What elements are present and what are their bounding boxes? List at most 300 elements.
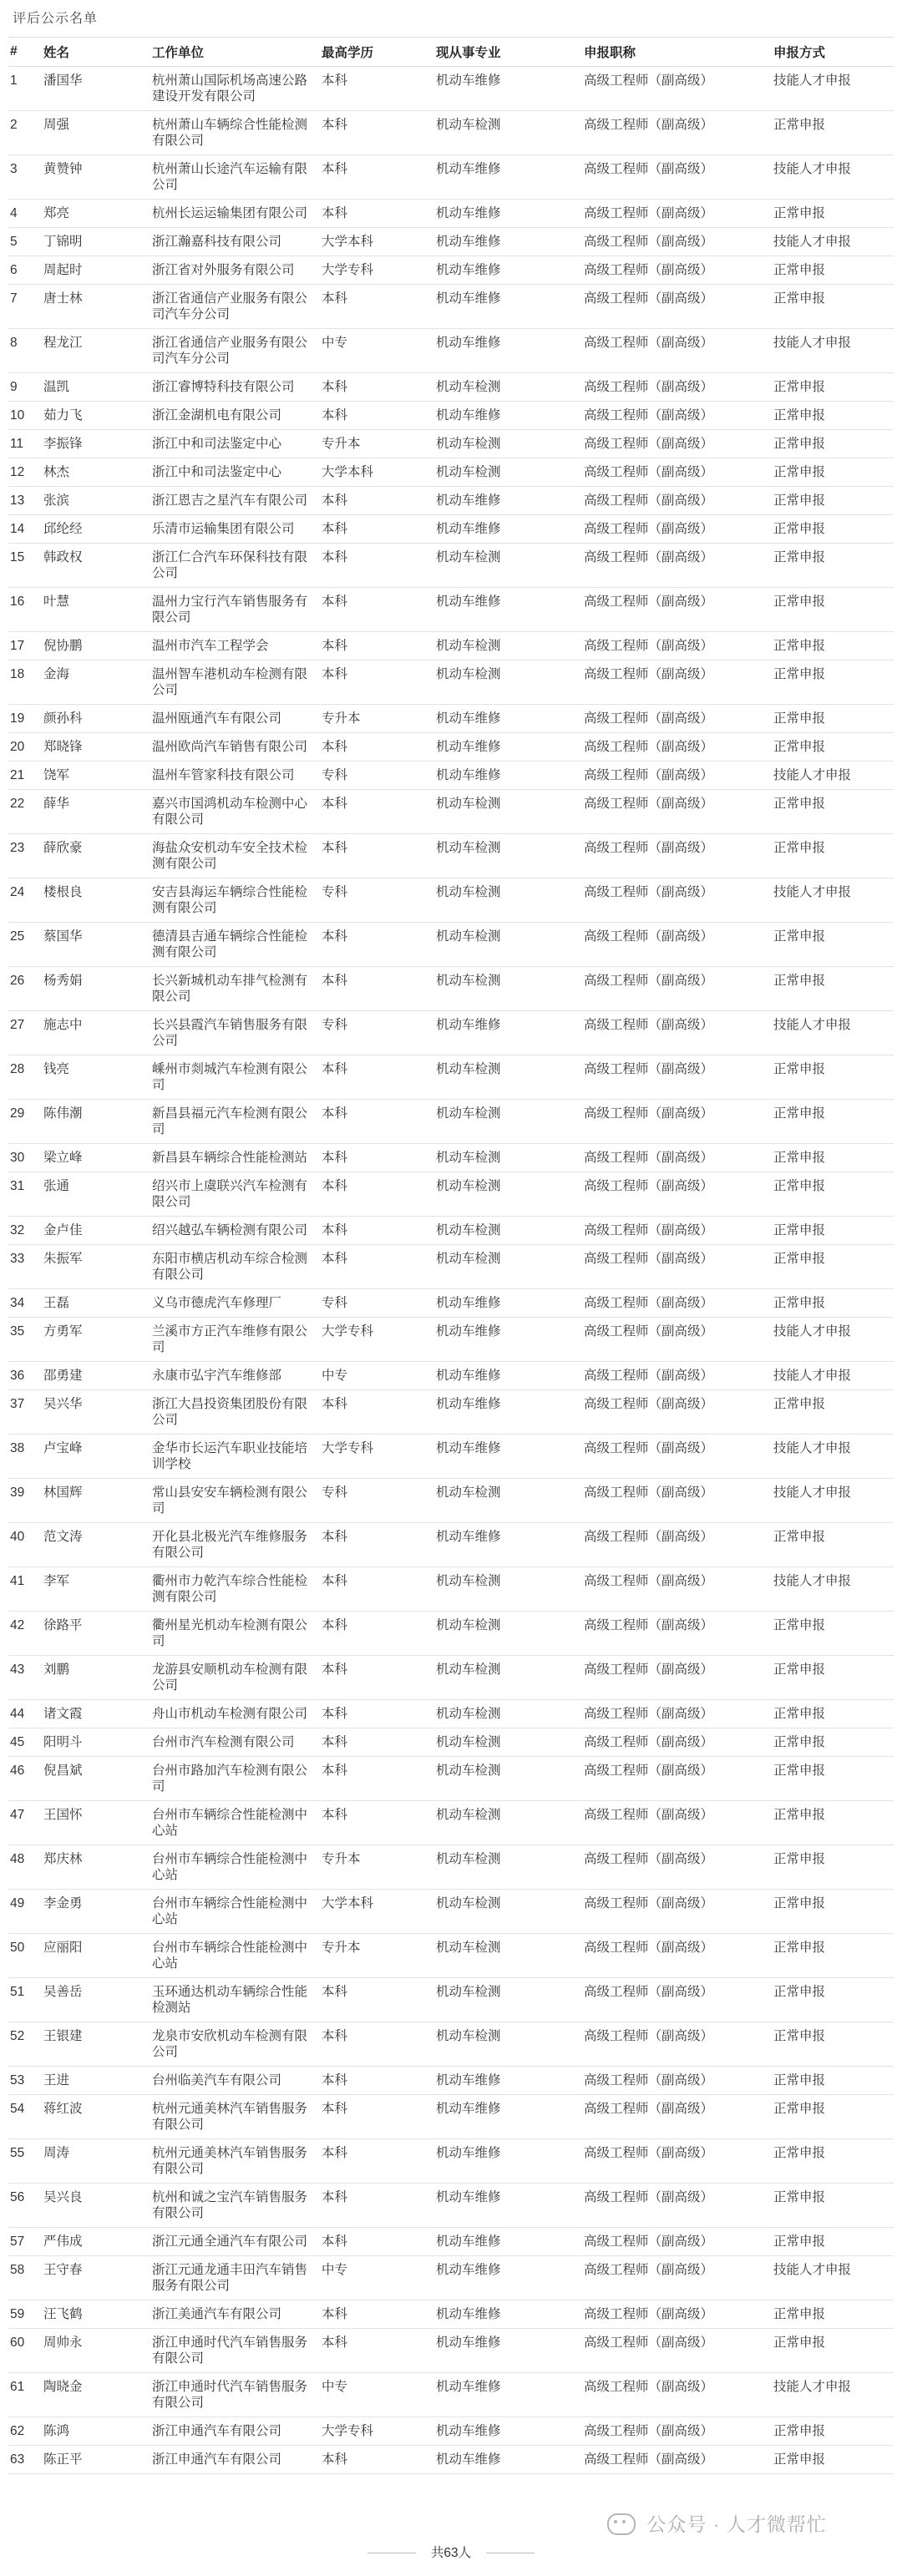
cell-index: 30: [8, 1144, 42, 1172]
cell-title: 高级工程师（副高级）: [582, 1435, 772, 1479]
cell-employer: 温州欧尚汽车销售有限公司: [150, 733, 320, 762]
total-count: 共63人: [430, 2546, 472, 2560]
cell-major: 机动车检测: [434, 834, 582, 878]
cell-index: 24: [8, 878, 42, 923]
cell-method: 正常申报: [772, 430, 894, 458]
table-row: [8, 1362, 894, 1390]
cell-method: 正常申报: [772, 2417, 894, 2446]
cell-major: 机动车维修: [434, 487, 582, 515]
cell-name: 周起时: [42, 256, 150, 285]
cell-method: 正常申报: [772, 373, 894, 402]
cell-index: 16: [8, 588, 42, 632]
cell-title: 高级工程师（副高级）: [582, 1172, 772, 1217]
table-row: [8, 632, 894, 660]
cell-employer: 玉环通达机动车辆综合性能检测站: [150, 1978, 320, 2022]
cell-method: 正常申报: [772, 544, 894, 588]
cell-method: 正常申报: [772, 1978, 894, 2022]
cell-title: 高级工程师（副高级）: [582, 1934, 772, 1978]
cell-major: 机动车维修: [434, 2067, 582, 2095]
cell-employer: 浙江申通汽车有限公司: [150, 2417, 320, 2446]
cell-name: 卢宝峰: [42, 1435, 150, 1479]
cell-employer: 长兴县霞汽车销售服务有限公司: [150, 1011, 320, 1055]
cell-employer: 衢州星光机动车检测有限公司: [150, 1612, 320, 1656]
cell-name: 茹力飞: [42, 402, 150, 430]
cell-education: 本科: [320, 1523, 434, 1567]
cell-index: 34: [8, 1289, 42, 1318]
cell-employer: 杭州萧山长途汽车运输有限公司: [150, 155, 320, 200]
cell-index: 3: [8, 155, 42, 200]
cell-major: 机动车检测: [434, 544, 582, 588]
cell-index: 48: [8, 1845, 42, 1890]
table-row: [8, 967, 894, 1011]
table-row: [8, 67, 894, 111]
cell-name: 王磊: [42, 1289, 150, 1318]
cell-method: 正常申报: [772, 1245, 894, 1289]
cell-index: 63: [8, 2446, 42, 2474]
table-row: [8, 402, 894, 430]
cell-name: 颜孙科: [42, 705, 150, 733]
cell-title: 高级工程师（副高级）: [582, 2256, 772, 2300]
cell-name: 邵勇建: [42, 1362, 150, 1390]
cell-education: 本科: [320, 373, 434, 402]
cell-employer: 浙江恩吉之星汽车有限公司: [150, 487, 320, 515]
cell-name: 温凯: [42, 373, 150, 402]
table-row: [8, 1890, 894, 1934]
cell-employer: 台州市车辆综合性能检测中心站: [150, 1890, 320, 1934]
cell-index: 8: [8, 329, 42, 373]
cell-education: 本科: [320, 1055, 434, 1100]
header-employer: 工作单位: [150, 38, 320, 67]
cell-method: 正常申报: [772, 1934, 894, 1978]
cell-method: 正常申报: [772, 733, 894, 762]
cell-education: 大学专科: [320, 1435, 434, 1479]
cell-method: 正常申报: [772, 834, 894, 878]
cell-employer: 杭州长运运输集团有限公司: [150, 200, 320, 228]
cell-major: 机动车维修: [434, 515, 582, 544]
table-row: [8, 1289, 894, 1318]
cell-index: 12: [8, 458, 42, 487]
cell-name: 薛欣豪: [42, 834, 150, 878]
cell-education: 中专: [320, 2373, 434, 2417]
cell-name: 钱亮: [42, 1055, 150, 1100]
table-row: [8, 2256, 894, 2300]
cell-employer: 温州瓯通汽车有限公司: [150, 705, 320, 733]
cell-employer: 新昌县车辆综合性能检测站: [150, 1144, 320, 1172]
cell-education: 本科: [320, 588, 434, 632]
table-row: [8, 2139, 894, 2184]
cell-education: 本科: [320, 1612, 434, 1656]
cell-major: 机动车检测: [434, 1700, 582, 1728]
cell-index: 60: [8, 2329, 42, 2373]
cell-employer: 杭州萧山车辆综合性能检测有限公司: [150, 111, 320, 155]
cell-title: 高级工程师（副高级）: [582, 1245, 772, 1289]
cell-method: 技能人才申报: [772, 878, 894, 923]
cell-education: 本科: [320, 1390, 434, 1435]
cell-index: 10: [8, 402, 42, 430]
table-row: [8, 2329, 894, 2373]
cell-name: 唐士林: [42, 285, 150, 329]
cell-employer: 浙江省通信产业服务有限公司汽车分公司: [150, 285, 320, 329]
cell-index: 9: [8, 373, 42, 402]
cell-education: 本科: [320, 515, 434, 544]
table-row: [8, 1978, 894, 2022]
cell-employer: 浙江美通汽车有限公司: [150, 2300, 320, 2329]
cell-major: 机动车维修: [434, 588, 582, 632]
cell-method: 正常申报: [772, 2228, 894, 2256]
cell-employer: 浙江省通信产业服务有限公司汽车分公司: [150, 329, 320, 373]
table-row: [8, 588, 894, 632]
cell-title: 高级工程师（副高级）: [582, 2329, 772, 2373]
table-row: [8, 1435, 894, 1479]
table-row: [8, 1934, 894, 1978]
cell-index: 41: [8, 1567, 42, 1612]
cell-method: 正常申报: [772, 632, 894, 660]
cell-method: 正常申报: [772, 111, 894, 155]
cell-education: 专升本: [320, 705, 434, 733]
cell-method: 正常申报: [772, 790, 894, 834]
cell-method: 技能人才申报: [772, 2256, 894, 2300]
table-row: [8, 1757, 894, 1801]
cell-employer: 新昌县福元汽车检测有限公司: [150, 1100, 320, 1144]
cell-education: 本科: [320, 1700, 434, 1728]
cell-index: 38: [8, 1435, 42, 1479]
cell-education: 中专: [320, 329, 434, 373]
cell-education: 大学专科: [320, 2417, 434, 2446]
cell-education: 本科: [320, 2300, 434, 2329]
cell-name: 倪协鹏: [42, 632, 150, 660]
cell-education: 本科: [320, 1656, 434, 1700]
table-row: [8, 329, 894, 373]
table-row: [8, 2417, 894, 2446]
cell-name: 叶慧: [42, 588, 150, 632]
cell-method: 正常申报: [772, 285, 894, 329]
cell-method: 正常申报: [772, 923, 894, 967]
cell-title: 高级工程师（副高级）: [582, 2139, 772, 2184]
cell-major: 机动车检测: [434, 1612, 582, 1656]
cell-method: 正常申报: [772, 2139, 894, 2184]
cell-name: 李金勇: [42, 1890, 150, 1934]
cell-education: 本科: [320, 2329, 434, 2373]
cell-index: 53: [8, 2067, 42, 2095]
cell-method: 正常申报: [772, 1757, 894, 1801]
cell-major: 机动车检测: [434, 1144, 582, 1172]
cell-title: 高级工程师（副高级）: [582, 1100, 772, 1144]
cell-title: 高级工程师（副高级）: [582, 733, 772, 762]
cell-index: 31: [8, 1172, 42, 1217]
cell-index: 2: [8, 111, 42, 155]
cell-title: 高级工程师（副高级）: [582, 2417, 772, 2446]
table-row: [8, 1801, 894, 1845]
cell-employer: 金华市长运汽车职业技能培训学校: [150, 1435, 320, 1479]
cell-title: 高级工程师（副高级）: [582, 632, 772, 660]
wechat-icon: [607, 2513, 636, 2535]
page-title: 评后公示名单: [13, 12, 99, 26]
cell-name: 丁锦明: [42, 228, 150, 256]
cell-employer: 浙江申通汽车有限公司: [150, 2446, 320, 2474]
cell-name: 严伟成: [42, 2228, 150, 2256]
cell-name: 诸文霞: [42, 1700, 150, 1728]
cell-name: 黄赞钟: [42, 155, 150, 200]
cell-major: 机动车维修: [434, 1362, 582, 1390]
cell-title: 高级工程师（副高级）: [582, 762, 772, 790]
table-row: [8, 1172, 894, 1217]
cell-employer: 海盐众安机动车安全技术检测有限公司: [150, 834, 320, 878]
cell-method: 正常申报: [772, 1144, 894, 1172]
cell-employer: 乐清市运输集团有限公司: [150, 515, 320, 544]
cell-name: 郑晓锋: [42, 733, 150, 762]
cell-major: 机动车检测: [434, 632, 582, 660]
cell-employer: 浙江瀚嘉科技有限公司: [150, 228, 320, 256]
cell-education: 本科: [320, 2184, 434, 2228]
cell-name: 杨秀娟: [42, 967, 150, 1011]
table-row: [8, 1100, 894, 1144]
cell-employer: 衢州市力乾汽车综合性能检测有限公司: [150, 1567, 320, 1612]
cell-method: 正常申报: [772, 1801, 894, 1845]
cell-employer: 东阳市横店机动车综合检测有限公司: [150, 1245, 320, 1289]
cell-major: 机动车检测: [434, 878, 582, 923]
cell-name: 倪昌斌: [42, 1757, 150, 1801]
header-major: 现从事专业: [434, 38, 582, 67]
cell-title: 高级工程师（副高级）: [582, 1978, 772, 2022]
cell-name: 刘鹏: [42, 1656, 150, 1700]
cell-name: 林杰: [42, 458, 150, 487]
cell-name: 范文涛: [42, 1523, 150, 1567]
table-row: [8, 1479, 894, 1523]
cell-employer: 浙江省对外服务有限公司: [150, 256, 320, 285]
cell-index: 5: [8, 228, 42, 256]
table-row: [8, 2095, 894, 2139]
cell-employer: 绍兴市上虞联兴汽车检测有限公司: [150, 1172, 320, 1217]
cell-method: 正常申报: [772, 967, 894, 1011]
cell-name: 王进: [42, 2067, 150, 2095]
cell-employer: 台州临美汽车有限公司: [150, 2067, 320, 2095]
cell-index: 54: [8, 2095, 42, 2139]
cell-major: 机动车维修: [434, 1289, 582, 1318]
cell-title: 高级工程师（副高级）: [582, 660, 772, 705]
cell-method: 正常申报: [772, 1728, 894, 1757]
cell-major: 机动车检测: [434, 458, 582, 487]
cell-education: 本科: [320, 402, 434, 430]
cell-method: 正常申报: [772, 1656, 894, 1700]
cell-name: 金卢佳: [42, 1217, 150, 1245]
table-row: [8, 228, 894, 256]
cell-name: 周帅永: [42, 2329, 150, 2373]
cell-index: 59: [8, 2300, 42, 2329]
cell-title: 高级工程师（副高级）: [582, 2373, 772, 2417]
cell-education: 本科: [320, 1728, 434, 1757]
cell-name: 蒋红波: [42, 2095, 150, 2139]
watermark: [607, 2509, 827, 2537]
cell-title: 高级工程师（副高级）: [582, 2095, 772, 2139]
cell-name: 徐路平: [42, 1612, 150, 1656]
cell-name: 施志中: [42, 1011, 150, 1055]
cell-name: 陈鸿: [42, 2417, 150, 2446]
cell-employer: 浙江元通全通汽车有限公司: [150, 2228, 320, 2256]
cell-method: 正常申报: [772, 660, 894, 705]
cell-index: 36: [8, 1362, 42, 1390]
cell-index: 13: [8, 487, 42, 515]
cell-major: 机动车检测: [434, 1757, 582, 1801]
cell-method: 正常申报: [772, 705, 894, 733]
cell-title: 高级工程师（副高级）: [582, 2184, 772, 2228]
cell-title: 高级工程师（副高级）: [582, 155, 772, 200]
cell-index: 46: [8, 1757, 42, 1801]
cell-education: 本科: [320, 111, 434, 155]
cell-major: 机动车检测: [434, 430, 582, 458]
cell-method: 正常申报: [772, 1612, 894, 1656]
cell-method: 正常申报: [772, 1845, 894, 1890]
cell-education: 本科: [320, 1978, 434, 2022]
cell-employer: 长兴新城机动车排气检测有限公司: [150, 967, 320, 1011]
header-education: 最高学历: [320, 38, 434, 67]
cell-employer: 温州车管家科技有限公司: [150, 762, 320, 790]
cell-index: 28: [8, 1055, 42, 1100]
cell-title: 高级工程师（副高级）: [582, 790, 772, 834]
cell-method: 技能人才申报: [772, 1362, 894, 1390]
cell-employer: 台州市车辆综合性能检测中心站: [150, 1934, 320, 1978]
cell-method: 正常申报: [772, 2446, 894, 2474]
cell-index: 18: [8, 660, 42, 705]
cell-major: 机动车维修: [434, 2095, 582, 2139]
table-row: [8, 1245, 894, 1289]
table-row: [8, 111, 894, 155]
cell-index: 51: [8, 1978, 42, 2022]
cell-index: 11: [8, 430, 42, 458]
cell-major: 机动车检测: [434, 1978, 582, 2022]
cell-method: 正常申报: [772, 1100, 894, 1144]
cell-education: 本科: [320, 632, 434, 660]
cell-name: 张滨: [42, 487, 150, 515]
cell-name: 陈正平: [42, 2446, 150, 2474]
cell-name: 方勇军: [42, 1318, 150, 1362]
cell-index: 62: [8, 2417, 42, 2446]
cell-title: 高级工程师（副高级）: [582, 705, 772, 733]
cell-employer: 兰溪市方正汽车维修有限公司: [150, 1318, 320, 1362]
cell-major: 机动车维修: [434, 2228, 582, 2256]
cell-education: 本科: [320, 967, 434, 1011]
cell-name: 潘国华: [42, 67, 150, 111]
table-row: [8, 155, 894, 200]
table-row: [8, 2373, 894, 2417]
cell-major: 机动车检测: [434, 1801, 582, 1845]
cell-title: 高级工程师（副高级）: [582, 2022, 772, 2067]
cell-employer: 永康市弘宇汽车维修部: [150, 1362, 320, 1390]
cell-major: 机动车维修: [434, 228, 582, 256]
cell-employer: 舟山市机动车检测有限公司: [150, 1700, 320, 1728]
cell-education: 本科: [320, 1100, 434, 1144]
cell-title: 高级工程师（副高级）: [582, 329, 772, 373]
cell-name: 陶晓金: [42, 2373, 150, 2417]
cell-employer: 龙泉市安欣机动车检测有限公司: [150, 2022, 320, 2067]
cell-method: 技能人才申报: [772, 1318, 894, 1362]
cell-name: 吴善岳: [42, 1978, 150, 2022]
cell-education: 本科: [320, 1172, 434, 1217]
cell-index: 45: [8, 1728, 42, 1757]
cell-title: 高级工程师（副高级）: [582, 1289, 772, 1318]
cell-method: 正常申报: [772, 2329, 894, 2373]
cell-major: 机动车检测: [434, 923, 582, 967]
cell-name: 周涛: [42, 2139, 150, 2184]
cell-name: 周强: [42, 111, 150, 155]
cell-index: 37: [8, 1390, 42, 1435]
cell-major: 机动车维修: [434, 1390, 582, 1435]
table-row: [8, 458, 894, 487]
cell-name: 李振锋: [42, 430, 150, 458]
cell-major: 机动车检测: [434, 1245, 582, 1289]
cell-index: 6: [8, 256, 42, 285]
cell-title: 高级工程师（副高级）: [582, 544, 772, 588]
cell-major: 机动车检测: [434, 790, 582, 834]
cell-education: 本科: [320, 834, 434, 878]
cell-index: 42: [8, 1612, 42, 1656]
cell-employer: 杭州萧山国际机场高速公路建设开发有限公司: [150, 67, 320, 111]
cell-education: 中专: [320, 2256, 434, 2300]
cell-employer: 嵊州市剡城汽车检测有限公司: [150, 1055, 320, 1100]
cell-method: 技能人才申报: [772, 2373, 894, 2417]
cell-employer: 安吉县海运车辆综合性能检测有限公司: [150, 878, 320, 923]
roster-table: [8, 37, 894, 2474]
table-row: [8, 1656, 894, 1700]
cell-title: 高级工程师（副高级）: [582, 200, 772, 228]
table-row: [8, 705, 894, 733]
cell-major: 机动车检测: [434, 1890, 582, 1934]
cell-method: 技能人才申报: [772, 1567, 894, 1612]
table-row: [8, 515, 894, 544]
cell-name: 吴兴良: [42, 2184, 150, 2228]
cell-index: 57: [8, 2228, 42, 2256]
cell-employer: 浙江中和司法鉴定中心: [150, 458, 320, 487]
table-row: [8, 1700, 894, 1728]
cell-education: 大学本科: [320, 458, 434, 487]
cell-method: 技能人才申报: [772, 1435, 894, 1479]
cell-title: 高级工程师（副高级）: [582, 1567, 772, 1612]
cell-education: 本科: [320, 285, 434, 329]
cell-major: 机动车维修: [434, 2300, 582, 2329]
cell-name: 郑亮: [42, 200, 150, 228]
cell-title: 高级工程师（副高级）: [582, 1144, 772, 1172]
cell-method: 正常申报: [772, 2095, 894, 2139]
table-row: [8, 1845, 894, 1890]
cell-index: 35: [8, 1318, 42, 1362]
cell-index: 27: [8, 1011, 42, 1055]
table-body: [8, 67, 894, 2474]
cell-title: 高级工程师（副高级）: [582, 1757, 772, 1801]
cell-title: 高级工程师（副高级）: [582, 111, 772, 155]
cell-index: 7: [8, 285, 42, 329]
cell-name: 林国辉: [42, 1479, 150, 1523]
cell-major: 机动车维修: [434, 1011, 582, 1055]
cell-major: 机动车维修: [434, 285, 582, 329]
cell-employer: 义乌市德虎汽车修理厂: [150, 1289, 320, 1318]
table-row: [8, 1318, 894, 1362]
cell-index: 55: [8, 2139, 42, 2184]
cell-major: 机动车检测: [434, 1100, 582, 1144]
cell-title: 高级工程师（副高级）: [582, 1217, 772, 1245]
cell-employer: 杭州元通美林汽车销售服务有限公司: [150, 2139, 320, 2184]
cell-title: 高级工程师（副高级）: [582, 1055, 772, 1100]
cell-education: 本科: [320, 2228, 434, 2256]
cell-education: 大学本科: [320, 228, 434, 256]
cell-title: 高级工程师（副高级）: [582, 1479, 772, 1523]
table-row: [8, 660, 894, 705]
cell-major: 机动车维修: [434, 1435, 582, 1479]
cell-education: 本科: [320, 2067, 434, 2095]
cell-employer: 绍兴越弘车辆检测有限公司: [150, 1217, 320, 1245]
cell-title: 高级工程师（副高级）: [582, 967, 772, 1011]
cell-major: 机动车维修: [434, 329, 582, 373]
table-row: [8, 1728, 894, 1757]
cell-title: 高级工程师（副高级）: [582, 1523, 772, 1567]
